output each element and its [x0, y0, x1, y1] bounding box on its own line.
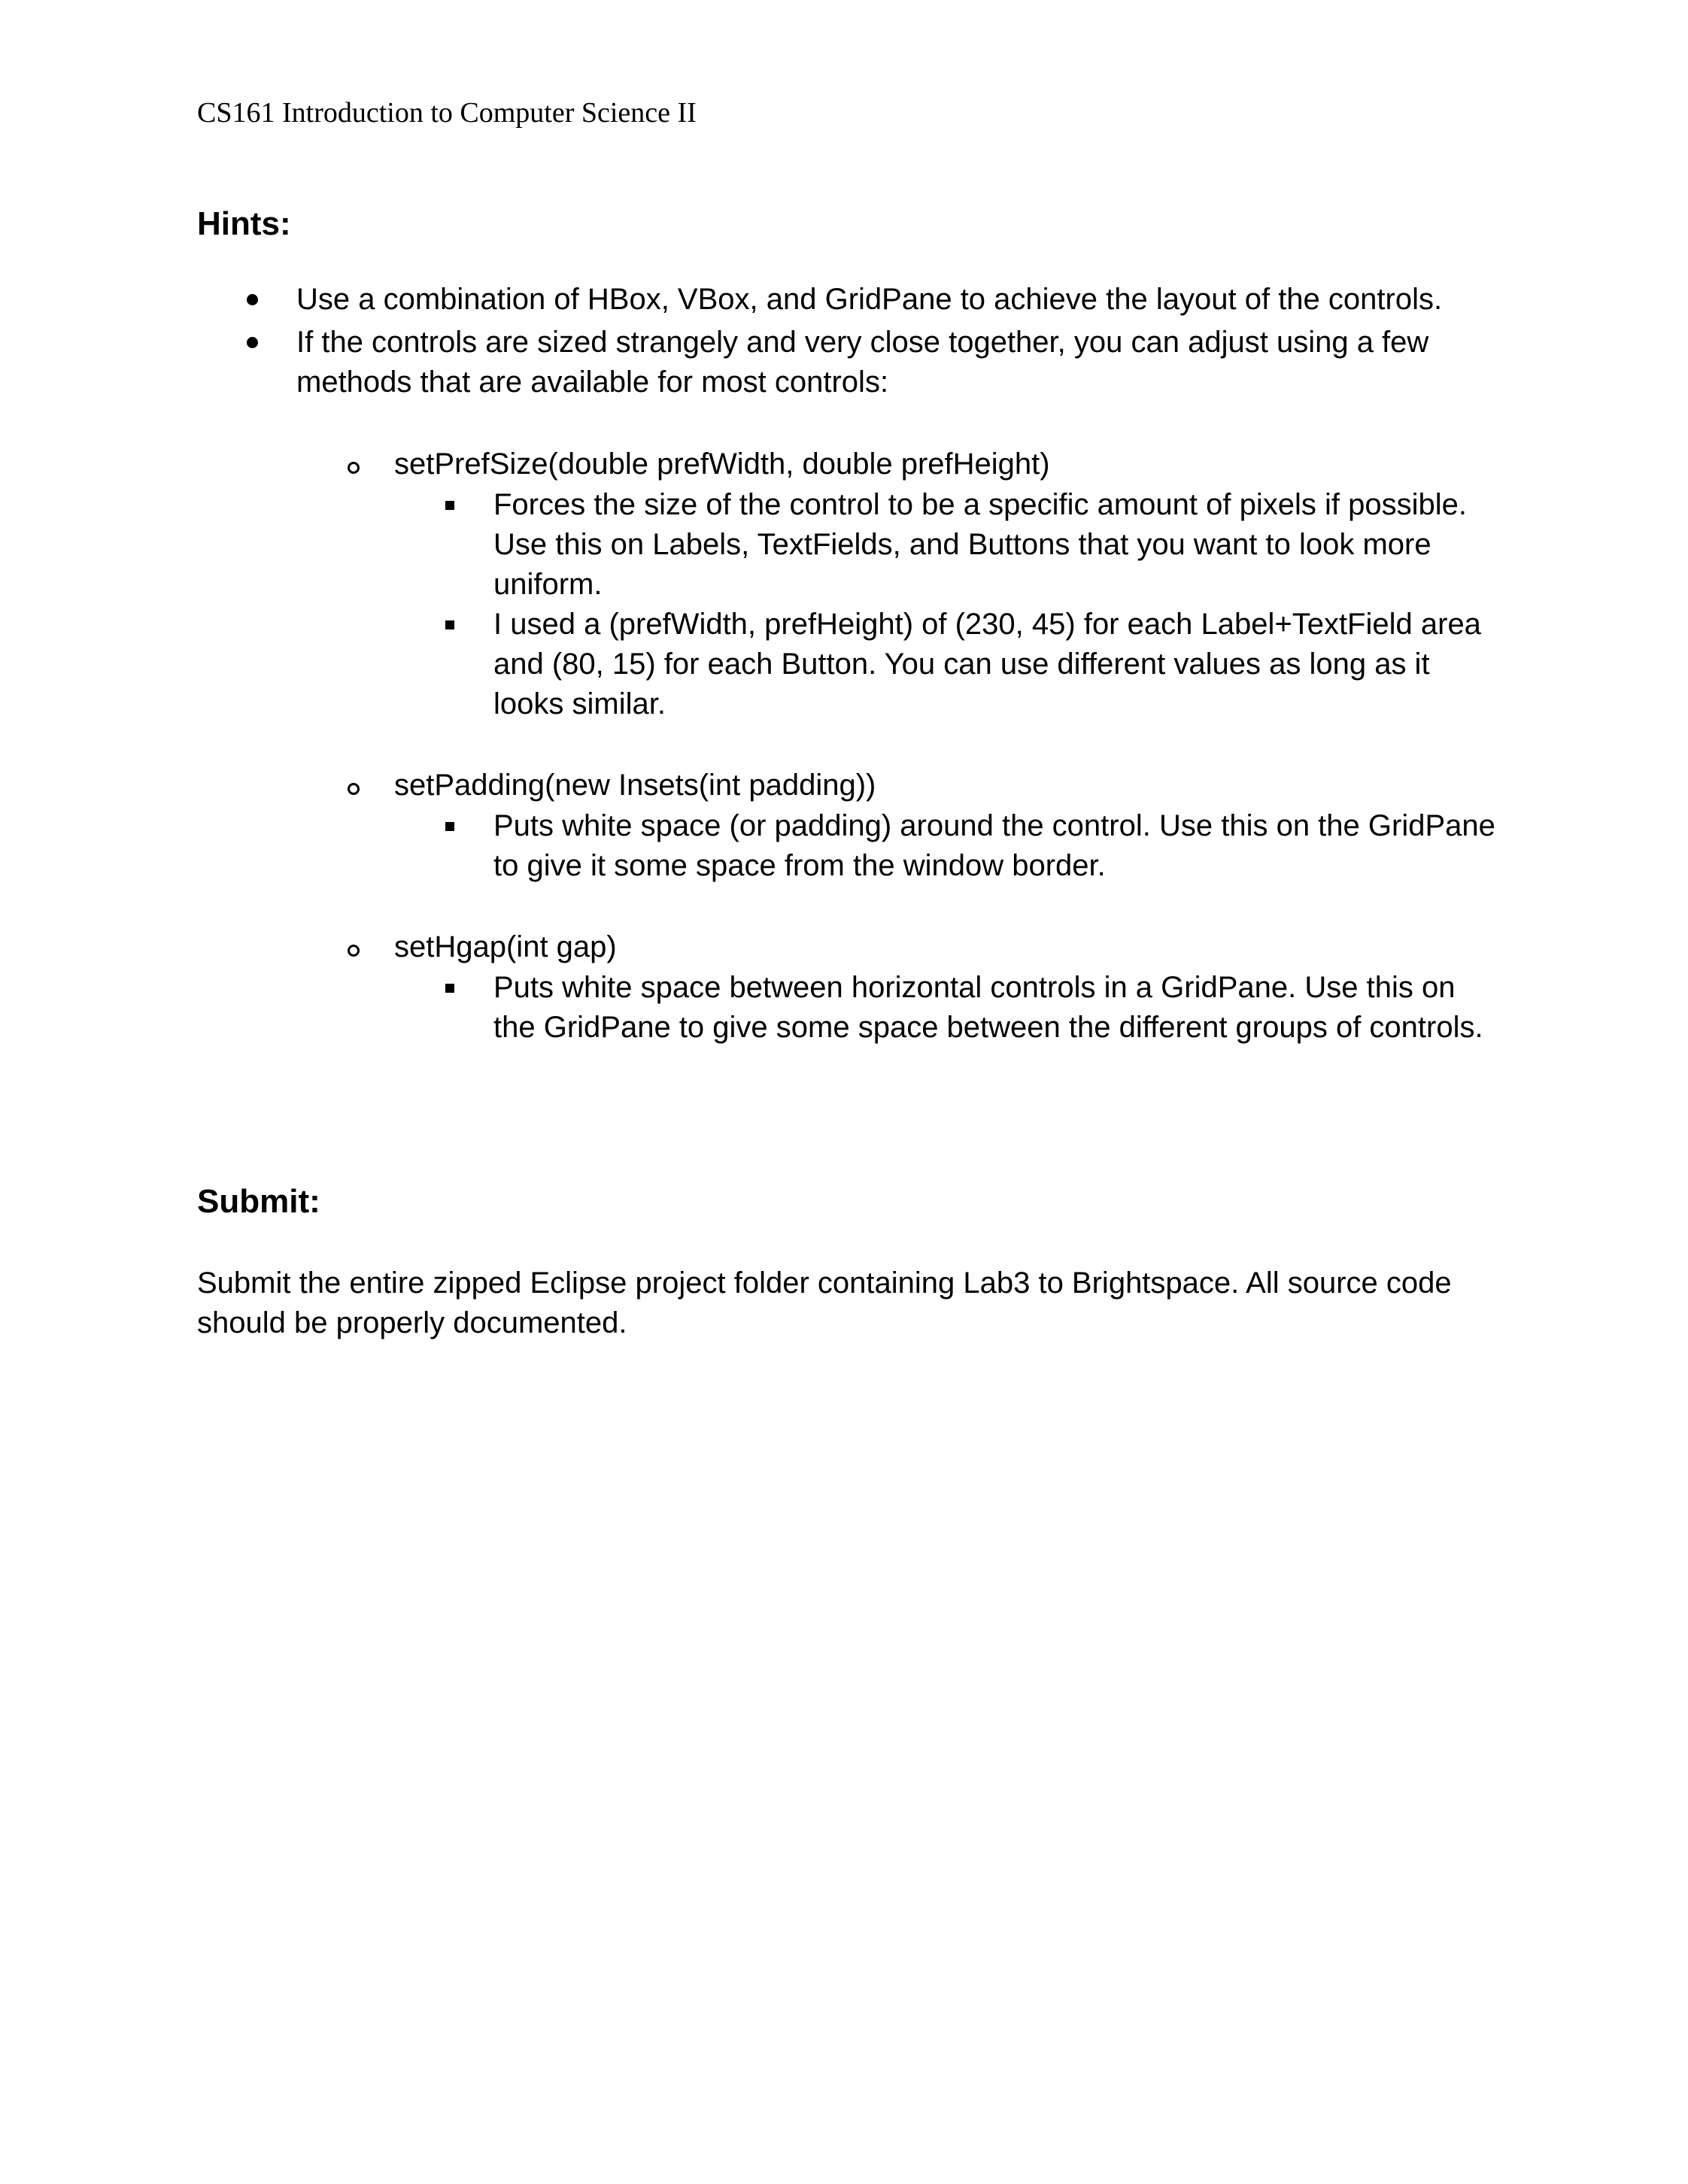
setprefsize-detail-1-line-2: Use this on Labels, TextFields, and Buttons that you want to look more: [493, 528, 1431, 561]
sub-bullet-circle-icon: [348, 945, 360, 957]
hints-heading: Hints:: [197, 205, 291, 242]
submit-text-line-1: Submit the entire zipped Eclipse project folder containing Lab3 to Brightspace. All source code: [197, 1266, 1452, 1300]
hint-bullet-2-line-1: If the controls are sized strangely and very close together, you can adjust using a few: [296, 326, 1429, 359]
method-setpadding: setPadding(new Insets(int padding)): [394, 769, 876, 802]
bullet-dot-icon: [247, 294, 258, 305]
setprefsize-detail-2-line-3: looks similar.: [493, 687, 666, 720]
submit-text-line-2: should be properly documented.: [197, 1306, 627, 1339]
square-bullet-icon: [445, 984, 454, 993]
sub-bullet-circle-icon: [348, 783, 360, 795]
bullet-dot-icon: [247, 337, 258, 348]
square-bullet-icon: [445, 822, 454, 831]
square-bullet-icon: [445, 620, 454, 629]
setprefsize-detail-1-line-1: Forces the size of the control to be a specific amount of pixels if possible.: [493, 488, 1467, 521]
method-setprefsize: setPrefSize(double prefWidth, double prefHeight): [394, 447, 1050, 481]
method-sethgap: setHgap(int gap): [394, 930, 617, 963]
course-header: CS161 Introduction to Computer Science II: [197, 97, 697, 129]
setprefsize-detail-2-line-2: and (80, 15) for each Button. You can use different values as long as it: [493, 648, 1430, 681]
sethgap-detail-line-2: the GridPane to give some space between the different groups of controls.: [493, 1011, 1483, 1044]
hint-bullet-1-line-1: Use a combination of HBox, VBox, and GridPane to achieve the layout of the controls.: [296, 283, 1443, 316]
setpadding-detail-line-1: Puts white space (or padding) around the control. Use this on the GridPane: [493, 809, 1495, 842]
square-bullet-icon: [445, 501, 454, 510]
setpadding-detail-line-2: to give it some space from the window border.: [493, 849, 1106, 882]
setprefsize-detail-2-line-1: I used a (prefWidth, prefHeight) of (230, 45) for each Label+TextField area: [493, 608, 1481, 641]
sethgap-detail-line-1: Puts white space between horizontal controls in a GridPane. Use this on: [493, 971, 1456, 1004]
hint-bullet-2-line-2: methods that are available for most controls:: [296, 366, 889, 399]
submit-heading: Submit:: [197, 1183, 320, 1220]
setprefsize-detail-1-line-3: uniform.: [493, 568, 603, 601]
sub-bullet-circle-icon: [348, 462, 360, 474]
